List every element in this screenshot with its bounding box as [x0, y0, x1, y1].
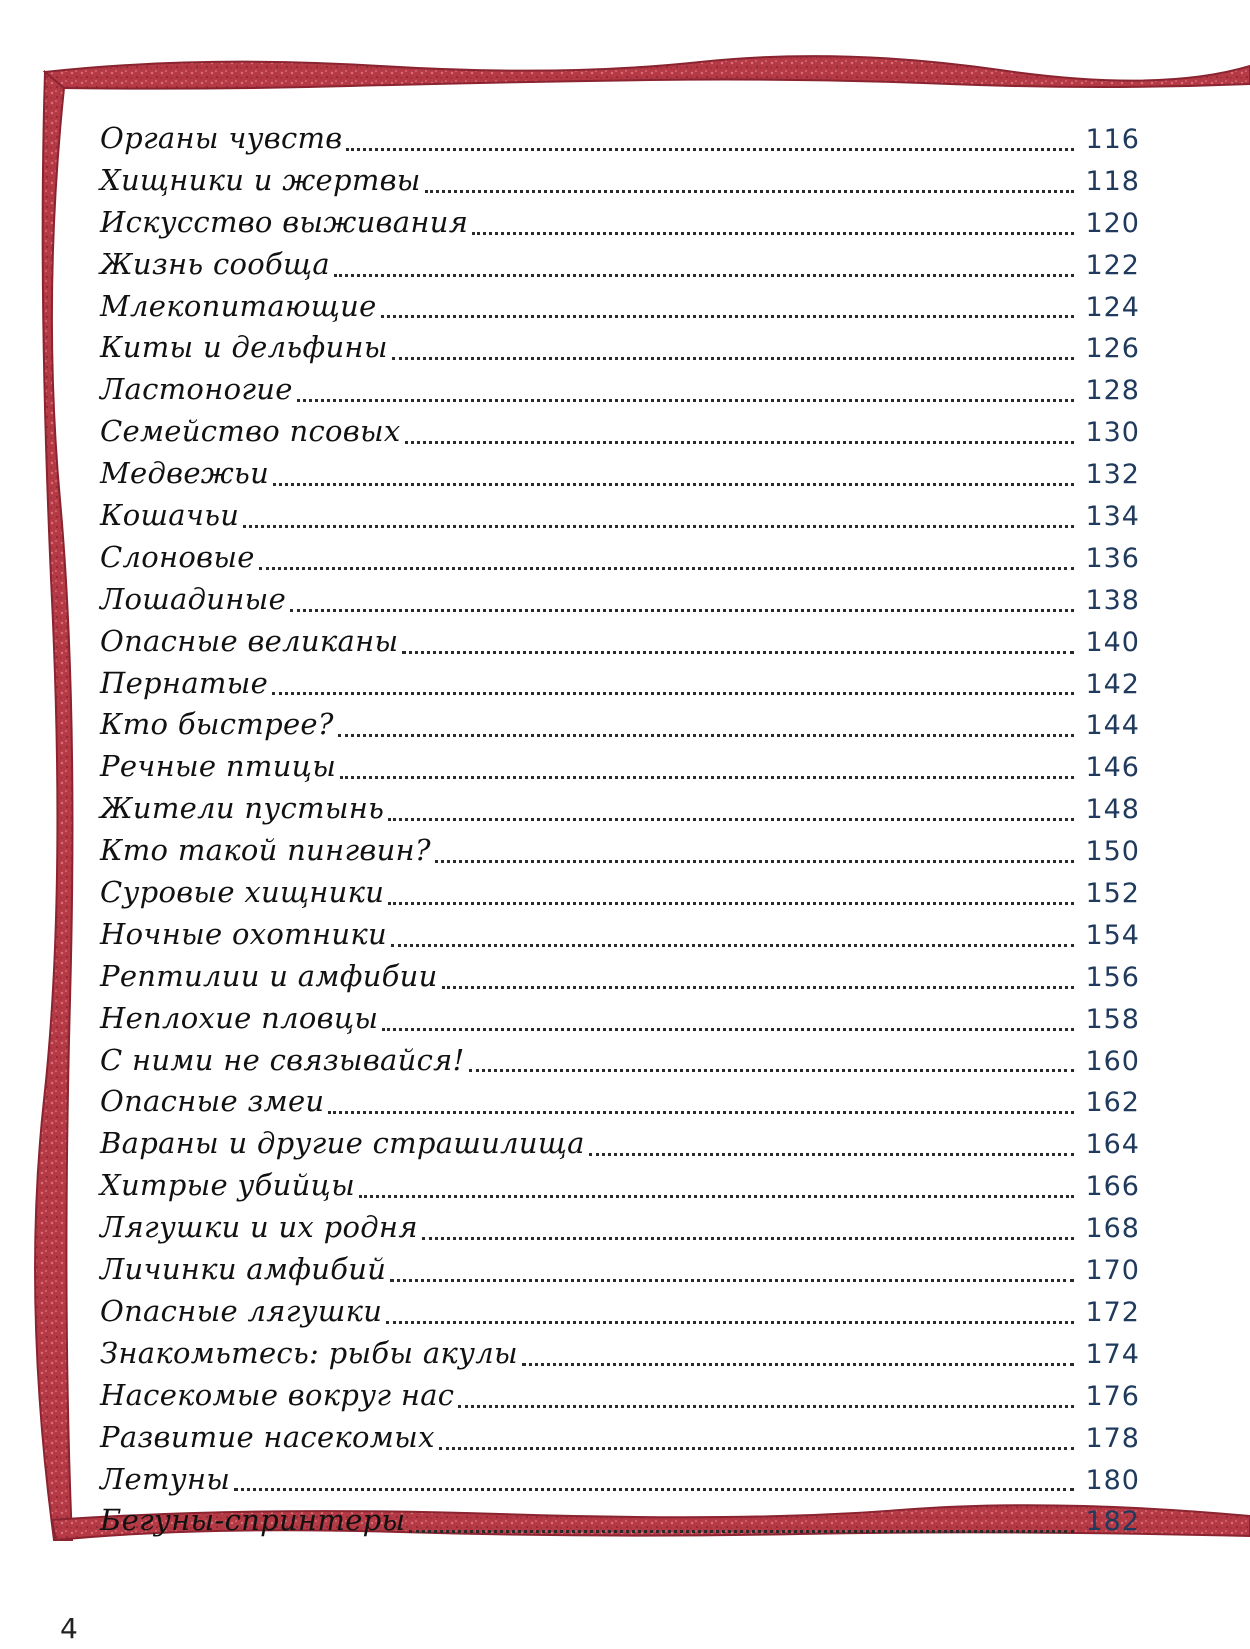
- toc-entry-page: 182: [1085, 1506, 1140, 1538]
- toc-entry-page: 178: [1085, 1422, 1140, 1454]
- toc-entry-title: Жители пустынь: [100, 791, 385, 826]
- toc-leader-dots: [386, 1321, 1074, 1324]
- toc-entry-page: 168: [1085, 1213, 1140, 1245]
- toc-entry-page: 180: [1085, 1464, 1140, 1496]
- toc-entry: [100, 621, 1140, 663]
- toc-leader-dots: [391, 944, 1074, 947]
- toc-entry: [100, 286, 1140, 328]
- toc-entry: [100, 830, 1140, 872]
- toc-entry: [100, 118, 1140, 160]
- toc-entry: [100, 453, 1140, 495]
- toc-leader-dots: [472, 232, 1074, 235]
- toc-entry-page: 154: [1085, 919, 1140, 951]
- toc-entry: [100, 1123, 1140, 1165]
- toc-entry-title: Ластоногие: [100, 372, 293, 407]
- toc-leader-dots: [388, 818, 1074, 821]
- toc-entry-title: Искусство выживания: [100, 204, 469, 239]
- toc-entry-title: Медвежьи: [100, 456, 270, 491]
- toc-entry-page: 148: [1085, 794, 1140, 826]
- toc-leader-dots: [290, 609, 1074, 612]
- toc-entry-page: 164: [1085, 1129, 1140, 1161]
- toc-entry-title: Пернатые: [100, 665, 269, 700]
- toc-entry: [100, 1081, 1140, 1123]
- toc-entry: [100, 1165, 1140, 1207]
- toc-entry: [100, 495, 1140, 537]
- toc-entry-page: 176: [1085, 1380, 1140, 1412]
- toc-entry: [100, 1291, 1140, 1333]
- toc-leader-dots: [297, 399, 1074, 402]
- toc-entry-title: С ними не связывайся!: [100, 1042, 465, 1077]
- toc-leader-dots: [392, 357, 1074, 360]
- toc-entry: [100, 369, 1140, 411]
- toc-leader-dots: [273, 483, 1074, 486]
- toc-leader-dots: [422, 1237, 1074, 1240]
- toc-entry-title: Опасные змеи: [100, 1084, 325, 1119]
- toc-entry: [100, 411, 1140, 453]
- toc-entry-page: 162: [1085, 1087, 1140, 1119]
- toc-entry: [100, 537, 1140, 579]
- toc-entry: [100, 1207, 1140, 1249]
- toc-entry-page: 140: [1085, 626, 1140, 658]
- toc-entry-page: 132: [1085, 459, 1140, 491]
- toc-entry: [100, 663, 1140, 705]
- toc-entry-page: 120: [1085, 207, 1140, 239]
- toc-entry: [100, 1500, 1140, 1542]
- toc-leader-dots: [338, 734, 1074, 737]
- toc-leader-dots: [359, 1195, 1074, 1198]
- toc-entry-page: 172: [1085, 1296, 1140, 1328]
- toc-entry-title: Кто быстрее?: [100, 707, 334, 742]
- toc-entry: [100, 160, 1140, 202]
- toc-entry: [100, 956, 1140, 998]
- toc-entry-page: 166: [1085, 1171, 1140, 1203]
- toc-entry-title: Хитрые убийцы: [100, 1168, 356, 1203]
- toc-entry-title: Личинки амфибий: [100, 1252, 387, 1287]
- toc-leader-dots: [334, 274, 1074, 277]
- toc-entry: [100, 914, 1140, 956]
- toc-entry-title: Кто такой пингвин?: [100, 833, 431, 868]
- toc-entry-title: Опасные великаны: [100, 623, 399, 658]
- toc-entry-title: Лягушки и их родня: [100, 1210, 418, 1245]
- toc-entry: [100, 1459, 1140, 1501]
- toc-leader-dots: [259, 567, 1074, 570]
- toc-entry-title: Насекомые вокруг нас: [100, 1377, 455, 1412]
- toc-entry: [100, 788, 1140, 830]
- toc-entry-page: 156: [1085, 961, 1140, 993]
- toc-leader-dots: [388, 902, 1074, 905]
- toc-entry-title: Развитие насекомых: [100, 1419, 435, 1454]
- toc-entry: [100, 704, 1140, 746]
- toc-entry-title: Млекопитающие: [100, 288, 377, 323]
- toc-leader-dots: [340, 776, 1074, 779]
- toc-leader-dots: [409, 1530, 1074, 1533]
- toc-entry-page: 134: [1085, 501, 1140, 533]
- toc-entry-page: 116: [1085, 124, 1140, 155]
- toc-entry-title: Слоновые: [100, 539, 255, 574]
- toc-entry-page: 152: [1085, 878, 1140, 910]
- toc-leader-dots: [381, 315, 1074, 318]
- toc-entry-title: Суровые хищники: [100, 875, 385, 910]
- toc-leader-dots: [589, 1153, 1074, 1156]
- toc-entry: [100, 872, 1140, 914]
- toc-entry-title: Речные птицы: [100, 749, 337, 784]
- toc-entry-title: Ночные охотники: [100, 916, 387, 951]
- page-number: 4: [60, 1612, 78, 1645]
- toc-leader-dots: [439, 1447, 1074, 1450]
- toc-entry-page: 144: [1085, 710, 1140, 742]
- toc-entry: [100, 1417, 1140, 1459]
- toc-entry-page: 158: [1085, 1003, 1140, 1035]
- toc-leader-dots: [243, 525, 1074, 528]
- toc-entry-page: 124: [1085, 291, 1140, 323]
- toc-entry-page: 142: [1085, 668, 1140, 700]
- toc-entry: [100, 1249, 1140, 1291]
- toc-entry-title: Опасные лягушки: [100, 1293, 383, 1328]
- toc-entry-title: Бегуны-спринтеры: [100, 1503, 406, 1538]
- toc-leader-dots: [469, 1069, 1074, 1072]
- toc-entry-title: Киты и дельфины: [100, 330, 388, 365]
- toc-entry: [100, 1040, 1140, 1082]
- toc-entry-page: 146: [1085, 752, 1140, 784]
- toc-leader-dots: [346, 148, 1074, 151]
- toc-leader-dots: [458, 1405, 1074, 1408]
- toc-leader-dots: [402, 651, 1074, 654]
- toc-entry: [100, 998, 1140, 1040]
- toc-leader-dots: [328, 1111, 1074, 1114]
- toc-leader-dots: [522, 1363, 1074, 1366]
- toc-entry-page: 128: [1085, 375, 1140, 407]
- toc-entry-page: 150: [1085, 836, 1140, 868]
- toc-leader-dots: [272, 692, 1074, 695]
- toc-entry-title: Лошадиные: [100, 581, 287, 616]
- toc-entry-page: 136: [1085, 542, 1140, 574]
- table-of-contents: [100, 118, 1140, 1542]
- toc-entry-title: Жизнь сообща: [100, 246, 330, 281]
- toc-entry: [100, 327, 1140, 369]
- toc-leader-dots: [425, 190, 1074, 193]
- toc-entry: [100, 1333, 1140, 1375]
- toc-leader-dots: [442, 986, 1074, 989]
- toc-leader-dots: [234, 1488, 1074, 1491]
- toc-entry-page: 170: [1085, 1255, 1140, 1287]
- toc-leader-dots: [435, 860, 1074, 863]
- toc-entry-title: Кошачьи: [100, 498, 240, 533]
- toc-entry-title: Рептилии и амфибии: [100, 958, 438, 993]
- toc-entry-title: Вараны и другие страшилища: [100, 1126, 585, 1161]
- toc-entry-page: 130: [1085, 417, 1140, 449]
- toc-entry-title: Хищники и жертвы: [100, 162, 421, 197]
- toc-entry-page: 174: [1085, 1338, 1140, 1370]
- toc-leader-dots: [390, 1279, 1074, 1282]
- toc-entry-page: 160: [1085, 1045, 1140, 1077]
- toc-entry-title: Неплохие пловцы: [100, 1000, 379, 1035]
- toc-entry: [100, 244, 1140, 286]
- toc-entry-page: 138: [1085, 584, 1140, 616]
- toc-entry: [100, 746, 1140, 788]
- toc-entry-title: Летуны: [100, 1461, 231, 1496]
- toc-leader-dots: [382, 1028, 1074, 1031]
- toc-entry-title: Знакомьтесь: рыбы акулы: [100, 1335, 518, 1370]
- toc-entry: [100, 579, 1140, 621]
- toc-entry-page: 122: [1085, 249, 1140, 281]
- toc-entry-title: Органы чувств: [100, 121, 343, 155]
- toc-leader-dots: [405, 441, 1074, 444]
- toc-entry-title: Семейство псовых: [100, 414, 401, 449]
- toc-entry: [100, 1375, 1140, 1417]
- toc-entry-page: 118: [1085, 165, 1140, 197]
- toc-entry: [100, 202, 1140, 244]
- toc-entry-page: 126: [1085, 333, 1140, 365]
